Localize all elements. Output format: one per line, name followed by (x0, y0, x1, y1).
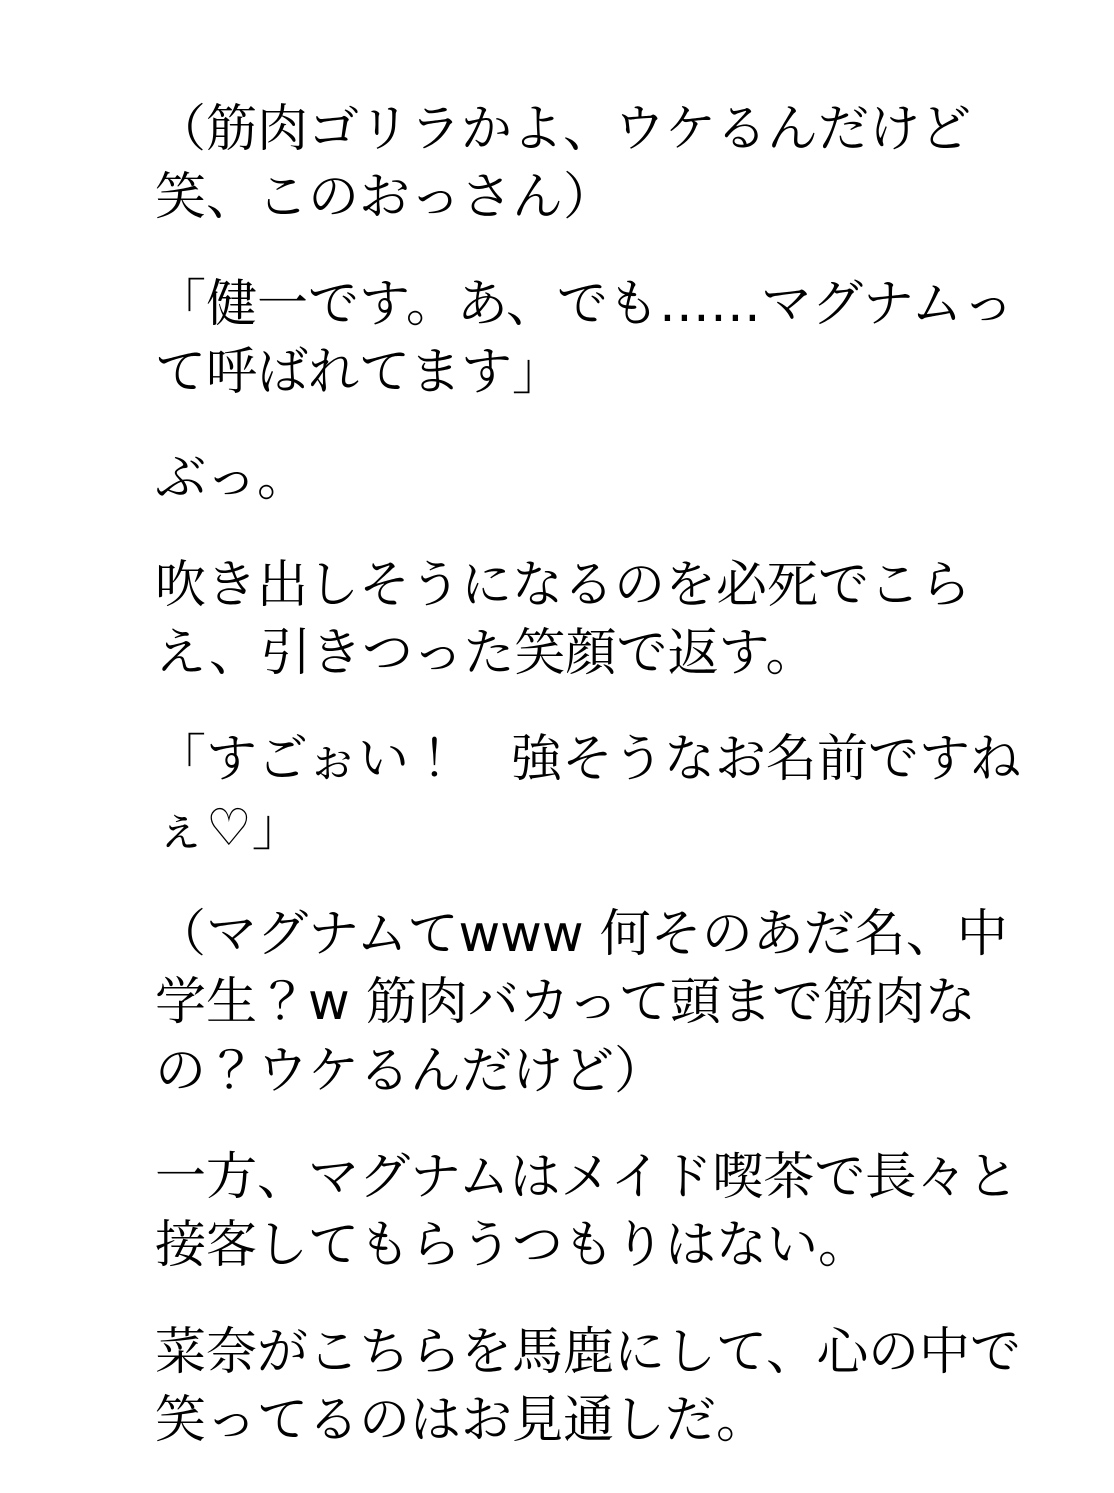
paragraph-snort: ぶっ。 (155, 449, 309, 509)
paragraph-narration-1: 吹き出しそうになるのを必死でこらえ、引きつった笑顔で返す。 (155, 555, 972, 683)
paragraph-dialogue-kenichi: 「健一です。あ、でも……マグナムって呼ばれてます」 (155, 274, 1014, 402)
paragraph-narration-2: 一方、マグナムはメイド喫茶で長々と接客してもらうつもりはない。 (155, 1147, 1019, 1276)
paragraph-dialogue-reply: 「すごぉい！ 強そうなお名前ですねぇ♡」 (155, 730, 1021, 858)
page-content (155, 96, 1032, 1493)
paragraph-narration-3: 菜奈がこちらを馬鹿にして、心の中で笑ってるのはお見通しだ。 (155, 1322, 1021, 1450)
paragraph-inner-monologue-1: （筋肉ゴリラかよ、ウケるんだけど笑、このおっさん） (155, 100, 972, 228)
paragraph-inner-monologue-2: （マグナムてwww 何そのあだ名、中学生？w 筋肉バカって頭まで筋肉なの？ウケるんだけど） (155, 904, 1008, 1101)
